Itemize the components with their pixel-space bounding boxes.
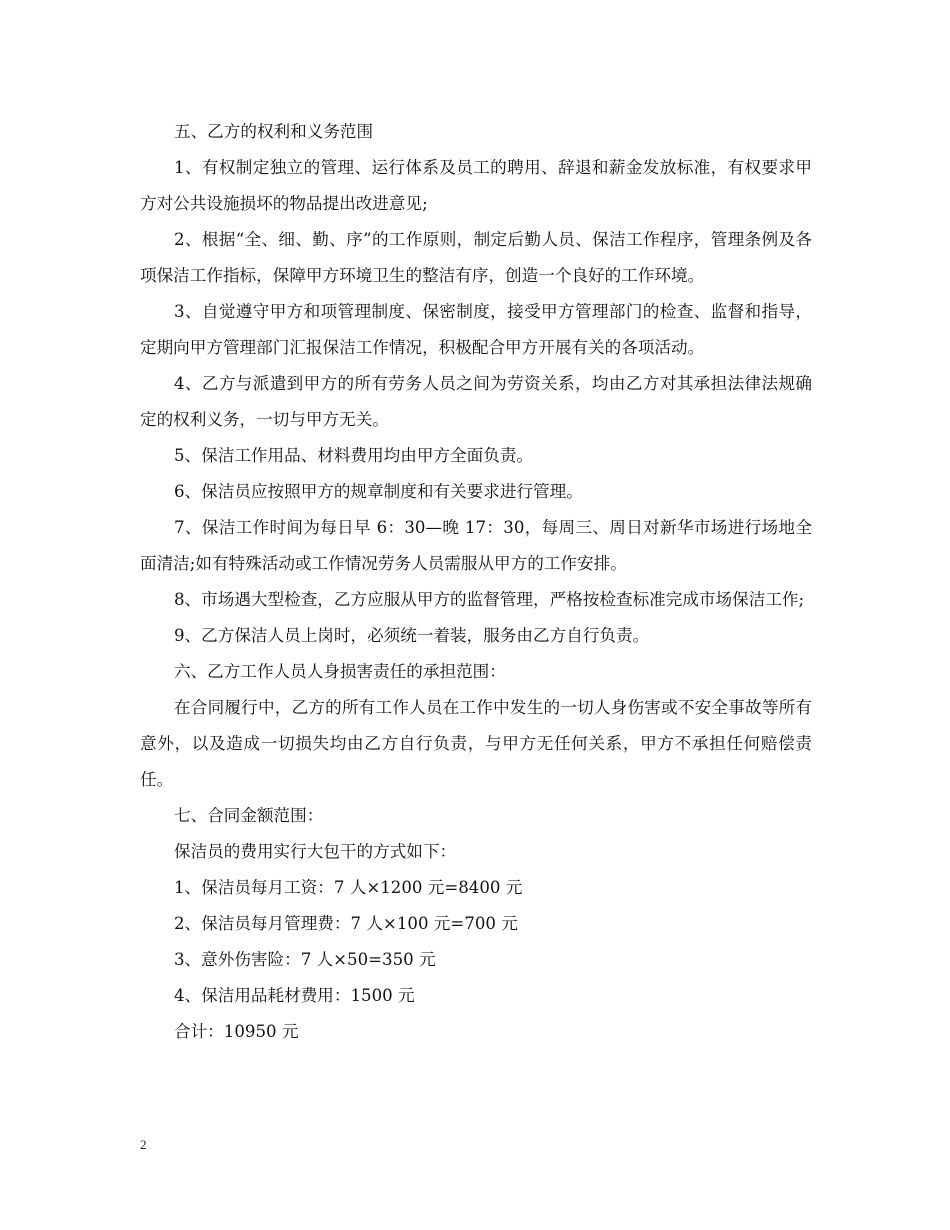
fee-line-item: 3、意外伤害险：7 人×50=350 元	[174, 950, 436, 969]
page-number: 2	[140, 1137, 147, 1152]
fee-line-item: 1、保洁员每月工资：7 人×1200 元=8400 元	[174, 878, 523, 897]
clause-paragraph: 3、自觉遵守甲方和项管理制度、保密制度，接受甲方管理部门的检查、监督和指导，定期向甲方管理部门汇报保洁工作情况，积极配合甲方开展有关的各项活动。	[140, 302, 812, 357]
section-heading-contract-amount: 七、合同金额范围：	[174, 806, 324, 825]
clause-paragraph: 在合同履行中，乙方的所有工作人员在工作中发生的一切人身伤害或不安全事故等所有意外，以及造成一切损失均由乙方自行负责，与甲方无任何关系，甲方不承担任何赔偿责任。	[140, 698, 812, 789]
clause-paragraph: 2、根据“全、细、勤、序”的工作原则，制定后勤人员、保洁工作程序，管理条例及各项保洁工作指标，保障甲方环境卫生的整洁有序，创造一个良好的工作环境。	[140, 230, 812, 285]
clause-paragraph: 9、乙方保洁人员上岗时，必须统一着装，服务由乙方自行负责。	[174, 626, 650, 645]
fee-line-item: 2、保洁员每月管理费：7 人×100 元=700 元	[174, 914, 518, 933]
section-heading-injury-liability: 六、乙方工作人员人身损害责任的承担范围：	[174, 662, 506, 681]
clause-paragraph: 7、保洁工作时间为每日早 6：30—晚 17：30，每周三、周日对新华市场进行场地全面清洁;如有特殊活动或工作情况劳务人员需服从甲方的工作安排。	[140, 518, 812, 573]
clause-paragraph: 8、市场遇大型检查，乙方应服从甲方的监督管理，严格按检查标准完成市场保洁工作;	[174, 590, 805, 609]
clause-paragraph: 6、保洁员应按照甲方的规章制度和有关要求进行管理。	[174, 482, 583, 501]
document-body	[140, 114, 812, 1050]
section-heading-rights-obligations: 五、乙方的权利和义务范围	[174, 122, 374, 141]
fee-intro: 保洁员的费用实行大包干的方式如下：	[174, 842, 457, 861]
clause-paragraph: 5、保洁工作用品、材料费用均由甲方全面负责。	[174, 446, 534, 465]
clause-paragraph: 1、有权制定独立的管理、运行体系及员工的聘用、辞退和薪金发放标准，有权要求甲方对公共设施损坏的物品提出改进意见;	[140, 158, 812, 213]
fee-total: 合计：10950 元	[174, 1022, 299, 1041]
clause-paragraph: 4、乙方与派遣到甲方的所有劳务人员之间为劳资关系，均由乙方对其承担法律法规确定的权利义务，一切与甲方无关。	[140, 374, 812, 429]
fee-line-item: 4、保洁用品耗材费用：1500 元	[174, 986, 415, 1005]
